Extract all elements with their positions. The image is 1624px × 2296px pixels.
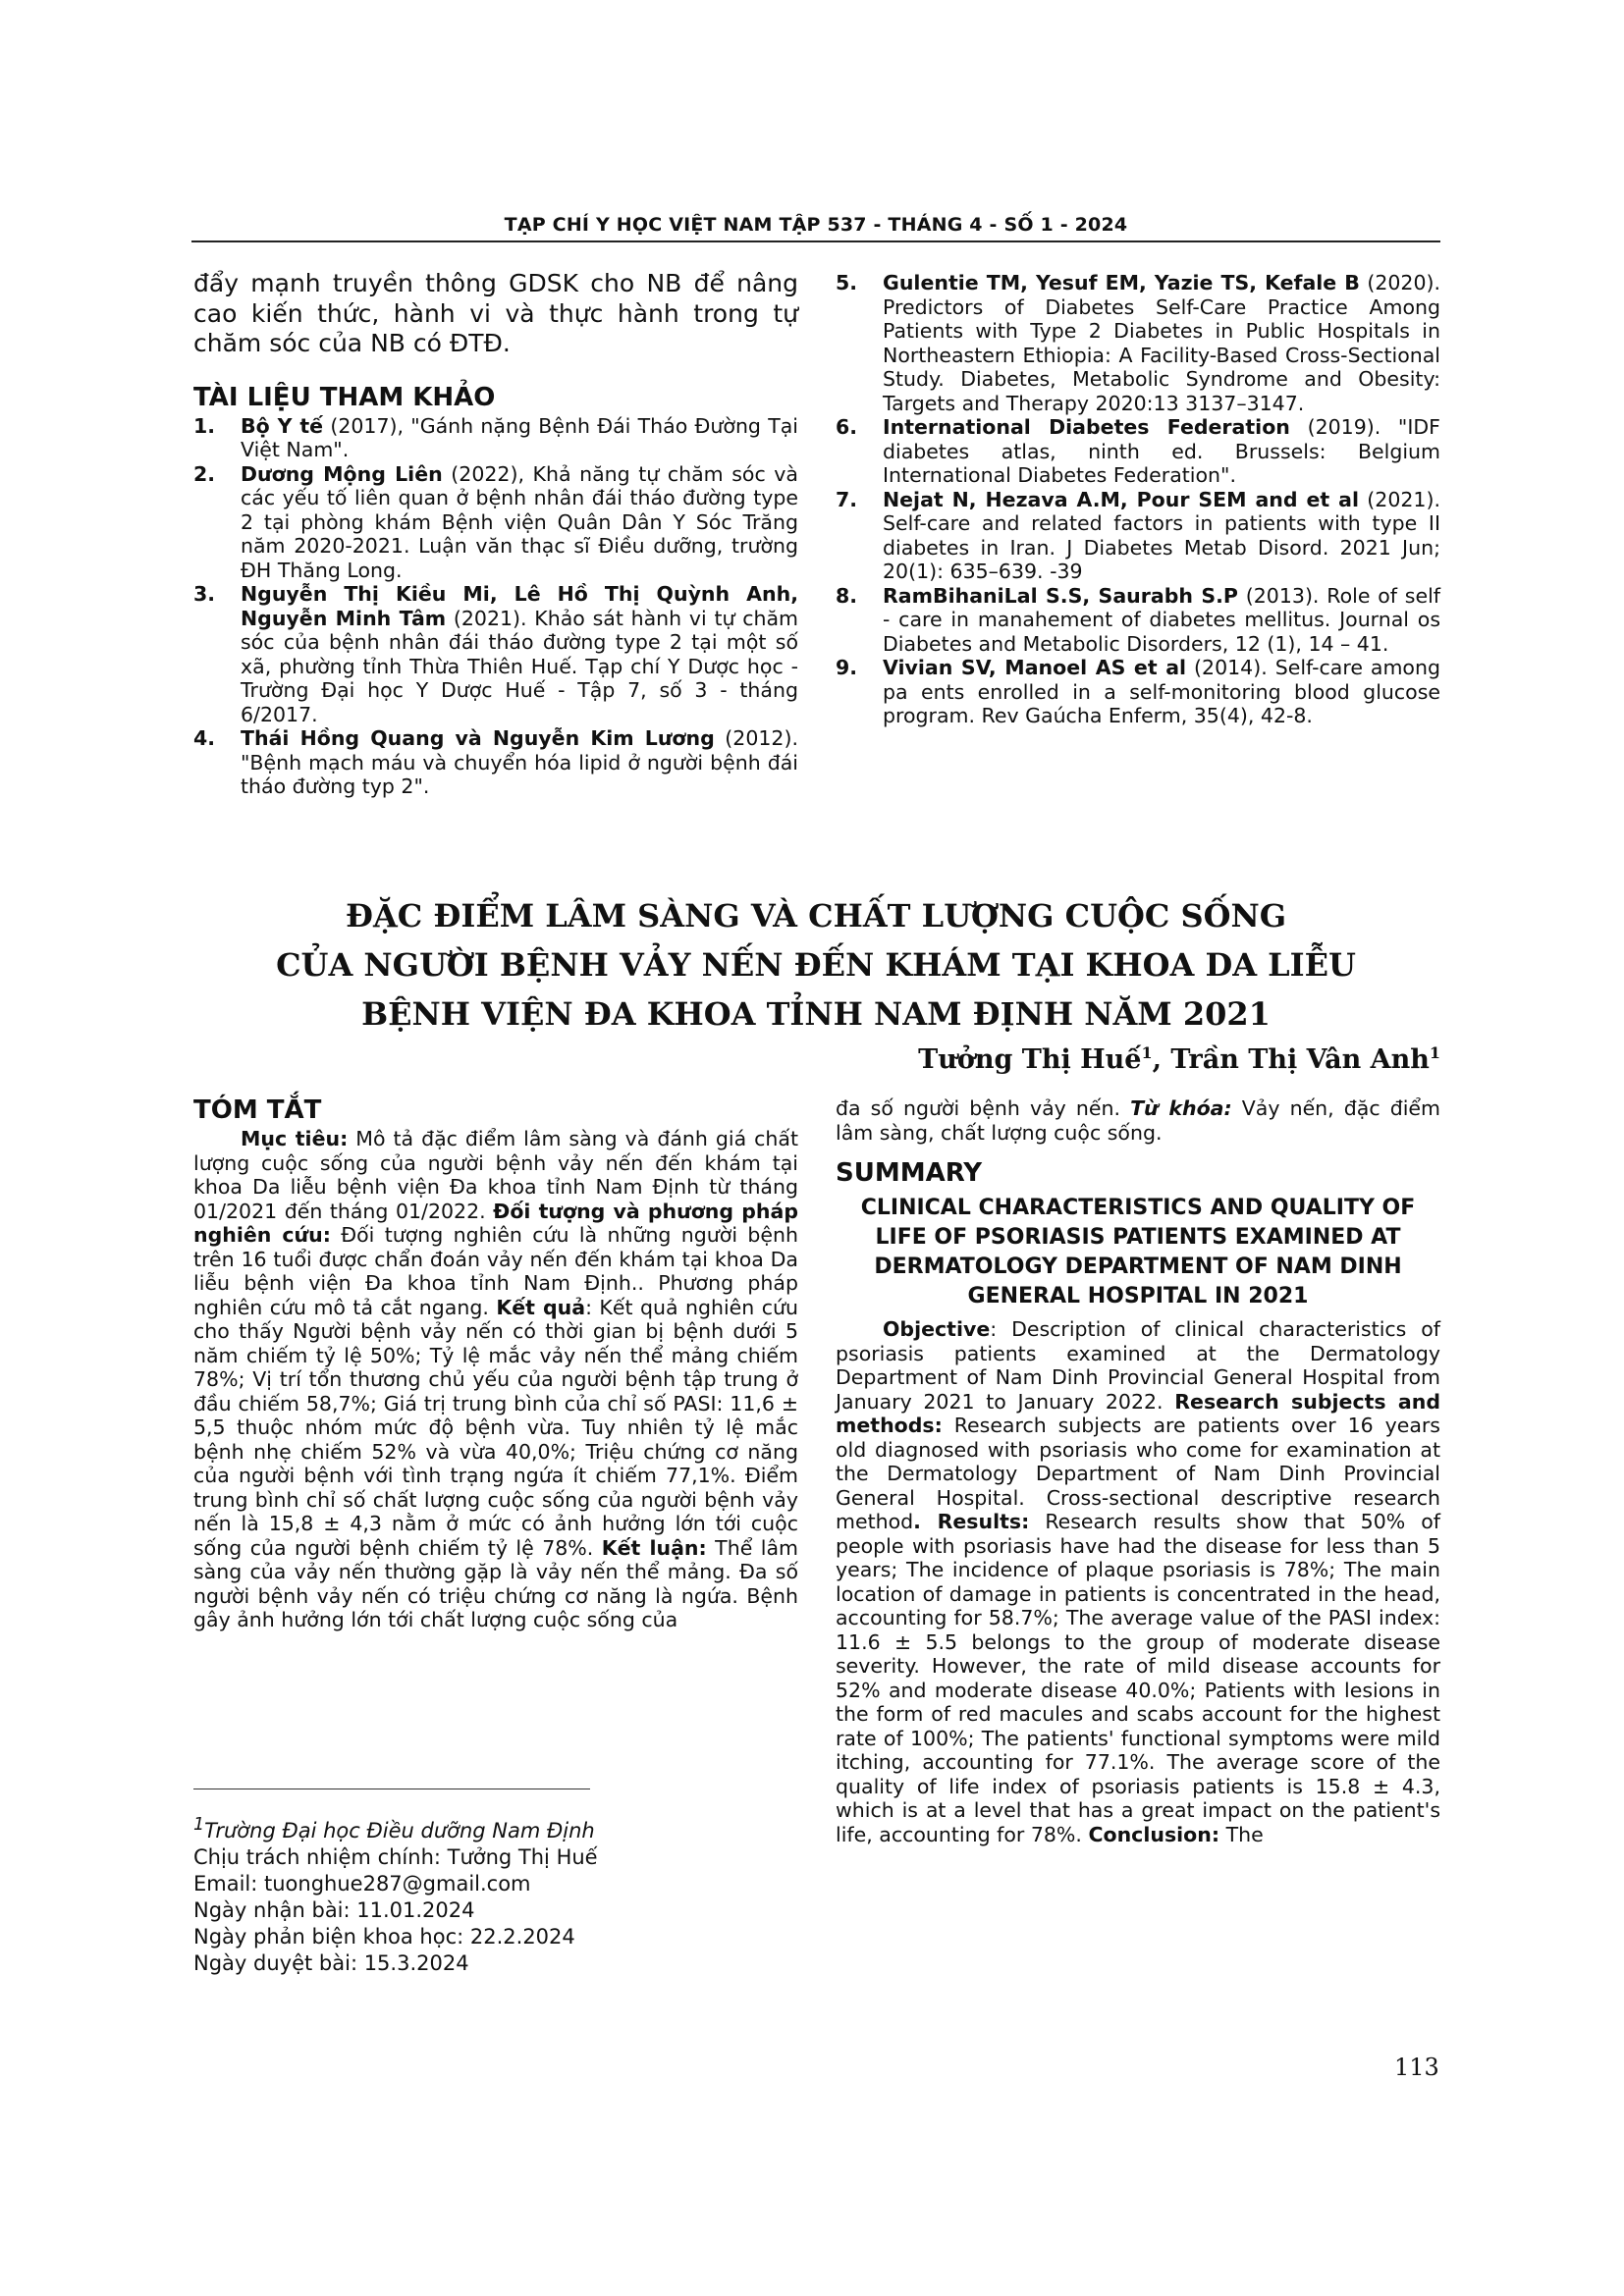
results-text: : Kết quả nghiên cứu cho thấy Người bệnh vảy nến có thời gian bị bệnh dưới 5 năm chiếm tỷ lệ 50%; Tỷ lệ mắc vảy nến thể mảng chiếm 78%; Vị trí tổn thương chủ yếu của người bệnh tập trung ở đầu chiếm 58,7%; Giá trị trung bình của chỉ số PASI: 11,6 ± 5,5 thuộc nhóm mức độ bệnh vừa. Tuy nhiên tỷ lệ mắc bệnh nhẹ chiếm 52% và vừa 40,0%; Triệu chứng cơ năng của người bệnh với tình trạng ngứa ít chiếm 77,1%. Điểm trung bình chỉ số chất lượng cuộc sống của người bệnh vảy nến là 15,8 ± 4,3 nằm ở mức có ảnh hưởng lớn tới cuộc sống của người bệnh chiếm tỷ lệ 78%. [193,1295,798,1560]
reference-body [883,271,1440,415]
page-number: 113 [1394,2054,1439,2081]
header-rule [191,240,1440,242]
reference-text: (2020). Predictors of Diabetes Self-Care Practice Among Patients with Type 2 Diabetes in Public Hospitals in Northeastern Ethiopia: A Facility-Based Cross-Sectional Study. Diabetes, Metabolic Syndrome and Obesity: Targets and Therapy 2020:13 3137–3147. [883,271,1440,415]
keywords-label: Từ khóa: [1130,1096,1232,1120]
footnote-responsible: Chịu trách nhiệm chính: Tưởng Thị Huế [193,1845,598,1869]
methods-label: Research subjects and methods: [836,1389,1441,1437]
author-list [918,1043,1440,1075]
reference-item [836,488,1440,584]
objective-label: Objective [883,1317,991,1341]
conclusion-label: Kết luận: [601,1535,707,1560]
reference-number: 4. [193,726,216,750]
author-separator: , [1152,1044,1171,1075]
reference-body [883,656,1440,728]
reference-item [193,462,798,583]
reference-text: (2021). Self-care and related factors in patients with type II diabetes in Iran. J Diabetes Metab Disord. 2021 Jun; 20(1): 635–639. -39 [883,487,1440,583]
methods-label: Đối tượng và phương pháp nghiên cứu: [193,1199,798,1247]
abstract-vi [193,1094,798,1632]
reference-text: (2013). Role of self - care in manahement of diabetes mellitus. Journal os Diabetes and Metabolic Disorders, 12 (1), 14 – 41. [883,583,1440,656]
reference-number: 7. [836,487,858,511]
results-label: . Results: [913,1510,1030,1533]
footnote-affiliation-mark: 1 [193,1815,205,1835]
reference-authors: Bộ Y tế [241,413,324,438]
conclusion-label: Conclusion: [1088,1822,1220,1846]
author-affiliation-mark: 1 [1429,1043,1440,1062]
reference-number: 9. [836,656,858,679]
objective-text: : Description of clinical characteristics of psoriasis patients examined at the Dermatology Department of Nam Dinh Provincial General Hospital from January 2021 to January 2022. [836,1317,1440,1414]
reference-number: 2. [193,461,216,486]
reference-body [241,726,798,799]
footnote-accepted-date: Ngày duyệt bài: 15.3.2024 [193,1951,469,1975]
conclusion-text: Thể lâm sàng của vảy nến thường gặp là vảy nến thể mảng. Đa số người bệnh vảy nến có triệu chứng cơ năng là ngứa. Bệnh gây ảnh hưởng lớn tới chất lượng cuộc sống của [193,1535,798,1631]
reference-item [193,726,798,799]
reference-body [883,415,1440,488]
references-heading: TÀI LIỆU THAM KHẢO [193,382,496,412]
reference-item [193,414,798,462]
abstract-vi-heading: TÓM TẮT [193,1095,322,1125]
previous-article-text: đẩy mạnh truyền thông GDSK cho NB để nâng cao kiến thức, hành vi và thực hành trong tự chăm sóc của NB có ĐTĐ. [193,269,798,357]
reference-text: (2012). "Bệnh mạch máu và chuyển hóa lipid ở người bệnh đái tháo đường typ 2". [241,726,798,798]
author-name: Trần Thị Vân Anh [1170,1044,1430,1075]
article-title [191,891,1440,1039]
references-right-column [836,271,1440,728]
reference-item [836,415,1440,488]
reference-text: (2014). Self-care among pa ents enrolled in a self-monitoring blood glucose program. Rev Gaúcha Enferm, 35(4), 42-8. [883,656,1440,727]
methods-text: Research subjects are patients over 16 years old diagnosed with psoriasis who come for examination at the Dermatology Department of Nam Dinh Provincial General Hospital. Cross-sectional descriptive research method [836,1414,1440,1533]
footnote-received-date: Ngày nhận bài: 11.01.2024 [193,1898,475,1922]
results-text: Research results show that 50% of people with psoriasis have had the disease for less than 5 years; The incidence of plaque psoriasis is 78%; The main location of damage in patients is concentrated in the head, accounting for 58.7%; The average value of the PASI index: 11.6 ± 5.5 belongs to the group of moderate disease severity. However, the rate of mild disease accounts for 52% and moderate disease 40.0%; Patients with lesions in the form of red macules and scabs account for the highest rate of 100%; The patients' functional symptoms were mild itching, accounting for 77.1%. The average score of the quality of life index of psoriasis patients is 15.8 ± 4.3, which is at a level that has a great impact on the patient's life, accounting for 78%. [836,1510,1441,1846]
abstract-vi-continuation [836,1096,1440,1145]
reference-number: 3. [193,582,216,606]
reference-number: 6. [836,415,858,439]
objective-label: Mục tiêu: [241,1127,349,1150]
reference-body [241,414,798,462]
reference-authors: RamBihaniLal S.S, Saurabh S.P [883,583,1238,608]
summary-heading: SUMMARY [836,1158,983,1188]
footnote-review-date: Ngày phản biện khoa học: 22.2.2024 [193,1925,575,1949]
reference-authors: Thái Hồng Quang và Nguyễn Kim Lương [241,726,715,750]
objective-text: Mô tả đặc điểm lâm sàng và đánh giá chất lượng cuộc sống của người bệnh vảy nến đến khám tại khoa Da liễu bệnh viện Đa khoa tỉnh Nam Định từ tháng 01/2021 đến tháng 01/2022. [193,1127,798,1223]
reference-body [883,488,1440,584]
article-title-line: ĐẶC ĐIỂM LÂM SÀNG VÀ CHẤT LƯỢNG CUỘC SỐNG [345,897,1287,934]
keywords-text: Vảy nến, đặc điểm lâm sàng, chất lượng cuộc sống. [836,1096,1440,1145]
reference-authors: Nejat N, Hezava A.M, Pour SEM and et al [883,487,1359,511]
author-affiliation-mark: 1 [1141,1043,1153,1062]
methods-text: Đối tượng nghiên cứu là những người bệnh trên 16 tuổi được chẩn đoán vảy nến đến khám tại khoa Da liễu bệnh viện Đa khoa tỉnh Nam Định.. Phương pháp nghiên cứu mô tả cắt ngang. [193,1223,798,1319]
reference-authors: Dương Mộng Liên [241,461,443,486]
footnote [193,1812,798,1977]
abstract-right-column [836,1096,1440,1846]
reference-item [836,584,1440,657]
reference-authors: Nguyễn Thị Kiều Mi, Lê Hồ Thị Quỳnh Anh, Nguyễn Minh Tâm [241,582,798,630]
reference-authors: Vivian SV, Manoel AS et al [883,656,1187,679]
reference-item [836,271,1440,415]
abstract-vi-body [193,1127,798,1632]
continuation-text: đa số người bệnh vảy nến. [836,1096,1131,1120]
reference-body [241,582,798,726]
reference-body [241,462,798,583]
reference-item [193,582,798,726]
reference-number: 5. [836,271,858,294]
reference-text: (2019). "IDF diabetes atlas, ninth ed. Brussels: Belgium International Diabetes Federation". [883,415,1440,487]
previous-article-left-column [193,269,798,799]
reference-authors: International Diabetes Federation [883,415,1290,439]
summary-body [836,1317,1440,1846]
conclusion-text: The [1219,1822,1264,1846]
reference-number: 8. [836,583,858,608]
author-name: Tưởng Thị Huế [918,1044,1142,1075]
footnote-affiliation: $^1$Trường Đại học Điều dưỡng Nam Định [193,1815,595,1842]
journal-header: TẠP CHÍ Y HỌC VIỆT NAM TẬP 537 - THÁNG 4 - SỐ 1 - 2024 [504,214,1128,236]
results-label: Kết quả [496,1295,586,1319]
reference-text: (2022), Khả năng tự chăm sóc và các yếu tố liên quan ở bệnh nhân đái tháo đường type 2 tại phòng khám Bệnh viện Quân Dân Y Sóc Trăng năm 2020-2021. Luận văn thạc sĩ Điều dưỡng, trường ĐH Thăng Long. [241,461,798,582]
footnote-email: Email: tuonghue287@gmail.com [193,1872,531,1896]
article-title-line: CỦA NGƯỜI BỆNH VẢY NẾN ĐẾN KHÁM TẠI KHOA DA LIỄU [276,946,1356,984]
reference-text: (2021). Khảo sát hành vi tự chăm sóc của bệnh nhân đái tháo đường type 2 tại một số xã, phường tỉnh Thừa Thiên Huế. Tạp chí Y Dược học - Trường Đại học Y Dược Huế - Tập 7, số 3 - tháng 6/2017. [241,606,798,726]
reference-item [836,656,1440,728]
reference-body [883,584,1440,657]
reference-text: (2017), "Gánh nặng Bệnh Đái Tháo Đường Tại Việt Nam". [241,413,799,461]
reference-number: 1. [193,413,216,438]
reference-authors: Gulentie TM, Yesuf EM, Yazie TS, Kefale B [883,271,1360,294]
summary-title: CLINICAL CHARACTERISTICS AND QUALITY OF LIFE OF PSORIASIS PATIENTS EXAMINED AT DERMATOLOGY DEPARTMENT OF NAM DINH GENERAL HOSPITAL IN 2021 [860,1196,1416,1308]
article-title-line: BỆNH VIỆN ĐA KHOA TỈNH NAM ĐỊNH NĂM 2021 [361,995,1271,1033]
